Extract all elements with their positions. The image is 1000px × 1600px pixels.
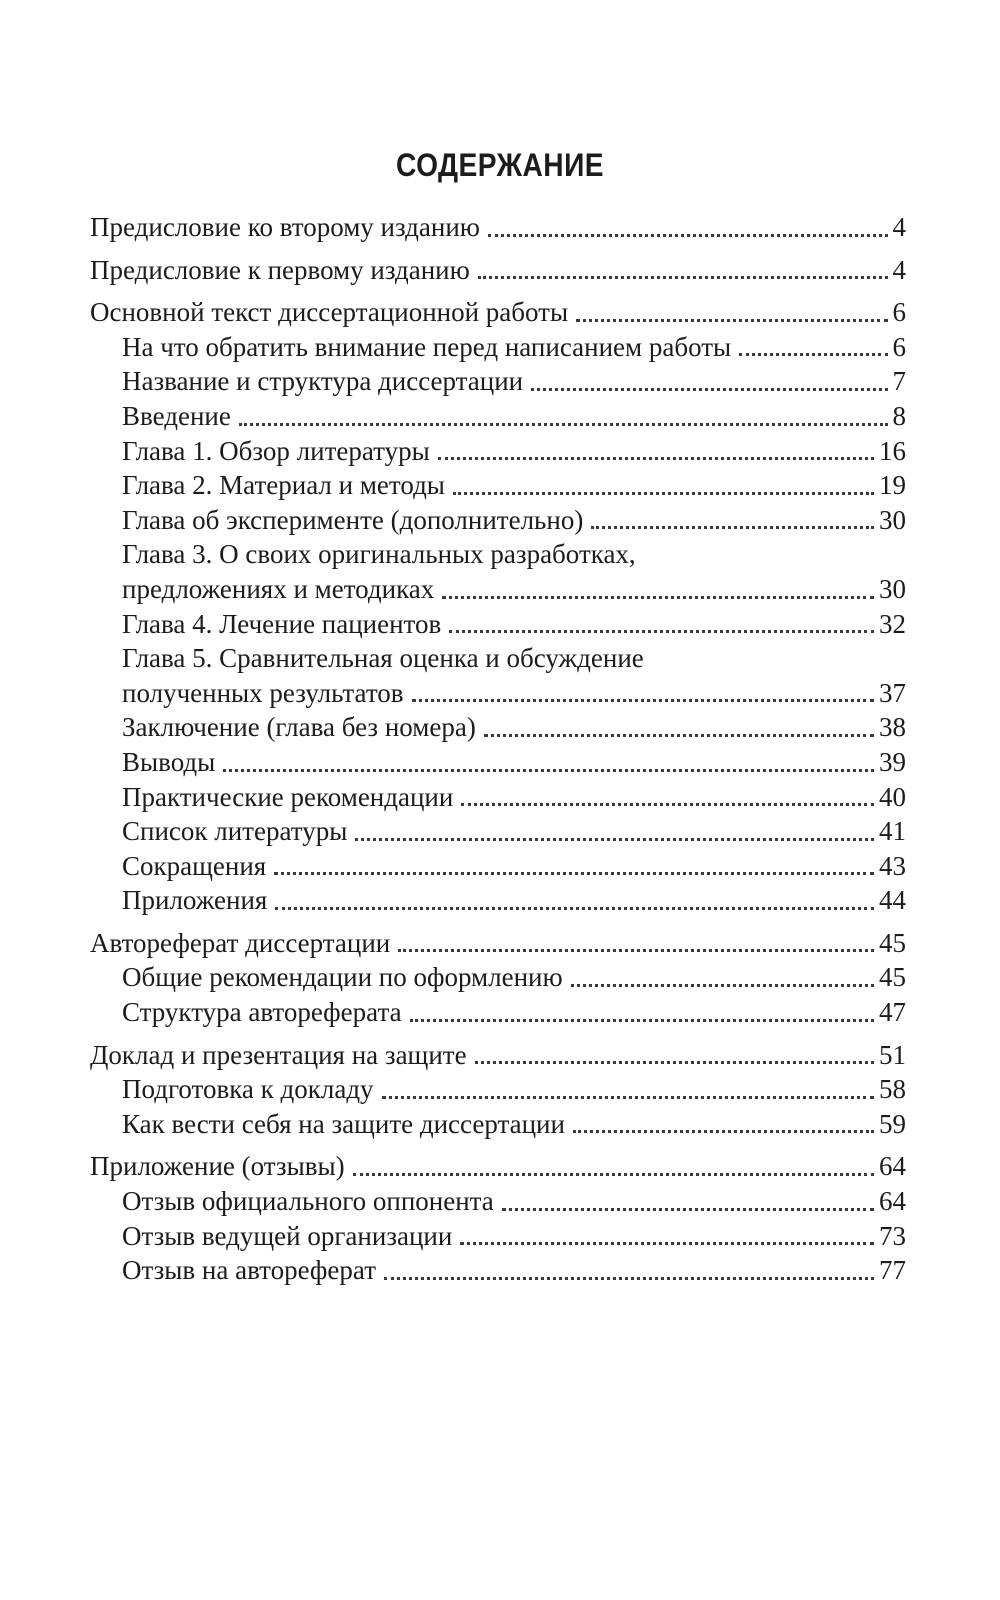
toc-page-number: 37 <box>879 677 906 708</box>
toc-subsection-entry[interactable] <box>90 330 906 365</box>
toc-entry-label: Глава 5. Сравнительная оценка и обсуждение <box>122 643 644 674</box>
toc-page-number: 59 <box>879 1108 906 1139</box>
toc-entry-line <box>90 926 906 961</box>
toc-entry-line <box>122 780 906 815</box>
toc-entry-label: Отзыв ведущей организации <box>122 1220 453 1251</box>
toc-subsection-entry[interactable] <box>90 1072 906 1107</box>
toc-entry-label: Заключение (глава без номера) <box>122 712 476 743</box>
dot-leader <box>591 526 874 529</box>
toc-subsection-entry[interactable] <box>90 745 906 780</box>
toc-subsection-entry[interactable] <box>90 364 906 399</box>
toc-subsection-entry[interactable] <box>90 780 906 815</box>
toc-entry-label: Глава 3. О своих оригинальных разработках, <box>122 539 636 570</box>
toc-page-number: 40 <box>879 781 906 812</box>
toc-page-number: 38 <box>879 712 906 743</box>
dot-leader <box>461 803 874 806</box>
toc-entry-line <box>122 710 906 745</box>
page-title: СОДЕРЖАНИЕ <box>396 147 604 183</box>
toc-subsection-entry[interactable] <box>90 399 906 434</box>
dot-leader <box>484 734 874 737</box>
toc-entry-line <box>122 330 906 365</box>
toc-subsection-entry[interactable] <box>90 468 906 503</box>
toc-subsection-entry[interactable] <box>90 641 906 710</box>
table-of-contents <box>90 210 906 1288</box>
toc-entry-label: предложениях и методиках <box>122 573 435 604</box>
dot-leader <box>353 1173 874 1176</box>
toc-page-number: 51 <box>879 1039 906 1070</box>
toc-entry-label: Отзыв на автореферат <box>122 1255 376 1286</box>
toc-entry-line <box>122 434 906 469</box>
toc-entry-line <box>122 745 906 780</box>
dot-leader <box>275 907 874 910</box>
toc-entry-label: Подготовка к докладу <box>122 1074 374 1105</box>
toc-entry-line <box>122 1253 906 1288</box>
toc-page-number: 32 <box>879 608 906 639</box>
dot-leader <box>478 276 888 279</box>
toc-page-number: 30 <box>879 573 906 604</box>
toc-entry-label: полученных результатов <box>122 677 404 708</box>
dot-leader <box>382 1096 874 1099</box>
toc-entry-label: Введение <box>122 400 231 431</box>
toc-subsection-entry[interactable] <box>90 607 906 642</box>
toc-page-number: 7 <box>892 366 906 397</box>
toc-page-number: 16 <box>879 435 906 466</box>
dot-leader <box>410 1019 874 1022</box>
dot-leader <box>531 388 887 391</box>
dot-leader <box>488 234 888 237</box>
toc-entry-label: Глава 2. Материал и методы <box>122 470 445 501</box>
toc-page-number: 73 <box>879 1220 906 1251</box>
toc-entry-label: Практические рекомендации <box>122 781 454 812</box>
dot-leader <box>739 353 887 356</box>
dot-leader <box>573 1130 874 1133</box>
toc-page-number: 43 <box>879 850 906 881</box>
toc-entry-line <box>122 960 906 995</box>
toc-entry-label: Общие рекомендации по оформлению <box>122 962 563 993</box>
toc-entry-line <box>90 1149 906 1184</box>
toc-section-entry[interactable] <box>90 1149 906 1184</box>
toc-entry-line <box>122 1184 906 1219</box>
toc-page-number: 4 <box>892 254 906 285</box>
dot-leader <box>355 838 874 841</box>
dot-leader <box>384 1277 874 1280</box>
toc-page-number: 19 <box>879 470 906 501</box>
toc-page-number: 39 <box>879 746 906 777</box>
toc-entry-label: Глава 4. Лечение пациентов <box>122 608 442 639</box>
toc-entry-line <box>122 1219 906 1254</box>
dot-leader <box>438 457 874 460</box>
toc-page-number: 47 <box>879 997 906 1028</box>
toc-entry-line <box>122 607 906 642</box>
toc-subsection-entry[interactable] <box>90 434 906 469</box>
toc-page-number: 4 <box>892 212 906 242</box>
toc-section-entry[interactable] <box>90 253 906 288</box>
toc-subsection-entry[interactable] <box>90 883 906 918</box>
toc-subsection-entry[interactable] <box>90 537 906 606</box>
toc-entry-line <box>122 995 906 1030</box>
toc-entry-label: Список литературы <box>122 816 348 847</box>
toc-entry-line <box>122 849 906 884</box>
toc-entry-line <box>122 364 906 399</box>
toc-page-number: 58 <box>879 1074 906 1105</box>
toc-entry-label: Приложение (отзывы) <box>90 1151 345 1182</box>
toc-entry-line <box>122 814 906 849</box>
toc-page-number: 6 <box>892 297 906 328</box>
dot-leader <box>412 699 874 702</box>
toc-subsection-entry[interactable] <box>90 710 906 745</box>
toc-page-number: 77 <box>879 1255 906 1286</box>
toc-entry-line <box>122 572 906 607</box>
toc-entry-label: Как вести себя на защите диссертации <box>122 1108 565 1139</box>
toc-subsection-entry[interactable] <box>90 1107 906 1142</box>
toc-entry-label: Доклад и презентация на защите <box>90 1039 467 1070</box>
toc-entry-line <box>122 883 906 918</box>
toc-page-number: 64 <box>879 1186 906 1217</box>
toc-entry-label: Приложения <box>122 885 268 916</box>
dot-leader <box>453 492 874 495</box>
toc-page-number: 44 <box>879 885 906 916</box>
toc-entry-line <box>122 676 906 711</box>
dot-leader <box>398 949 874 952</box>
dot-leader <box>576 319 887 322</box>
toc-entry-label: Автореферат диссертации <box>90 927 391 958</box>
toc-entry-line <box>90 1038 906 1073</box>
toc-section-entry[interactable] <box>90 926 906 961</box>
toc-entry-line <box>90 210 906 245</box>
toc-page-number: 30 <box>879 504 906 535</box>
toc-entry-label: На что обратить внимание перед написанием работы <box>122 331 732 362</box>
toc-entry-label: Предисловие ко второму изданию <box>90 212 480 242</box>
toc-entry-label: Глава 1. Обзор литературы <box>122 435 430 466</box>
toc-entry-label: Сокращения <box>122 850 267 881</box>
dot-leader <box>223 769 874 772</box>
toc-entry-line <box>122 537 906 572</box>
toc-section-entry[interactable] <box>90 1038 906 1073</box>
toc-entry-line <box>90 295 906 330</box>
toc-entry-label: Структура автореферата <box>122 997 402 1028</box>
dot-leader <box>571 984 874 987</box>
toc-entry-line <box>90 253 906 288</box>
toc-subsection-entry[interactable] <box>90 960 906 995</box>
toc-page-number: 6 <box>892 331 906 362</box>
toc-entry-line <box>122 503 906 538</box>
toc-entry-label: Основной текст диссертационной работы <box>90 297 569 328</box>
toc-entry-line <box>122 399 906 434</box>
dot-leader <box>442 596 874 599</box>
toc-entry-line <box>122 1107 906 1142</box>
dot-leader <box>239 423 888 426</box>
toc-section-entry[interactable] <box>90 295 906 330</box>
toc-subsection-entry[interactable] <box>90 995 906 1030</box>
toc-entry-label: Название и структура диссертации <box>122 366 524 397</box>
toc-entry-line <box>122 641 906 676</box>
toc-page-number: 45 <box>879 927 906 958</box>
toc-entry-line <box>122 468 906 503</box>
toc-section-entry[interactable] <box>90 210 906 245</box>
dot-leader <box>460 1242 874 1245</box>
toc-entry-label: Выводы <box>122 746 216 777</box>
dot-leader <box>274 872 874 875</box>
toc-entry-label: Глава об эксперименте (дополнительно) <box>122 504 584 535</box>
toc-subsection-entry[interactable] <box>90 503 906 538</box>
toc-page-number: 41 <box>879 816 906 847</box>
toc-subsection-entry[interactable] <box>90 1219 906 1254</box>
toc-entry-label: Отзыв официального оппонента <box>122 1186 494 1217</box>
toc-subsection-entry[interactable] <box>90 1253 906 1288</box>
dot-leader <box>502 1208 874 1211</box>
dot-leader <box>475 1061 874 1064</box>
toc-page-number: 64 <box>879 1151 906 1182</box>
toc-page-number: 45 <box>879 962 906 993</box>
toc-entry-label: Предисловие к первому изданию <box>90 254 470 285</box>
toc-subsection-entry[interactable] <box>90 814 906 849</box>
toc-page-number: 8 <box>892 400 906 431</box>
toc-subsection-entry[interactable] <box>90 1184 906 1219</box>
toc-subsection-entry[interactable] <box>90 849 906 884</box>
toc-entry-line <box>122 1072 906 1107</box>
dot-leader <box>449 630 874 633</box>
